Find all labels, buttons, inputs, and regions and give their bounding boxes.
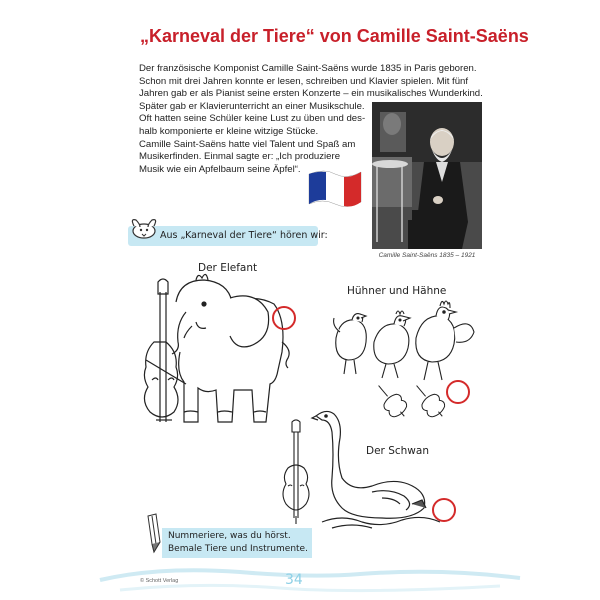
page-number: 34 (285, 572, 303, 588)
pencil-icon (142, 512, 164, 554)
chickens-label: Hühner und Hähne (347, 285, 447, 297)
intro-line: Der französische Komponist Camille Saint-Saëns wurde 1835 in Paris geboren. (139, 63, 477, 74)
photo-caption: Camille Saint-Saëns 1835 – 1921 (378, 252, 476, 259)
intro-line: Musik wie ein Apfelbaum seine Äpfel“. (139, 163, 301, 175)
copyright: © Schott Verlag (140, 578, 179, 584)
intro-line: halb komponierte er kleine witzige Stücke. (139, 125, 319, 137)
page-title: „Karneval der Tiere“ von Camille Saint-Saëns (140, 26, 529, 46)
elephant-answer-circle[interactable] (272, 306, 296, 330)
cello-illustration (278, 424, 314, 524)
intro-line: Oft hatten seine Schüler keine Lust zu üben und des- (139, 113, 366, 125)
intro-line: Musikerfinden. Einmal sagte er: „Ich produziere (139, 151, 341, 163)
french-flag-icon (307, 168, 363, 210)
chickens-answer-circle[interactable] (446, 380, 470, 404)
swan-answer-circle[interactable] (432, 498, 456, 522)
intro-line: Jahren gab er als Pianist seine ersten Konzerte – ein musikalisches Wunderkind. (139, 88, 483, 100)
swan-illustration (312, 408, 442, 530)
bird-icon (126, 214, 162, 244)
swan-label: Der Schwan (366, 445, 429, 457)
chickens-illustration (330, 298, 480, 388)
task-line-2: Bemale Tiere und Instrumente. (168, 544, 308, 554)
composer-photo (372, 102, 482, 249)
intro-line: Später gab er Klavierunterricht an einer Musikschule. (139, 100, 365, 112)
elephant-with-bass-illustration (136, 272, 296, 430)
listen-banner-text: Aus „Karneval der Tiere“ hören wir: (160, 230, 328, 241)
intro-line: Schon mit drei Jahren konnte er lesen, schreiben und Klavier spielen. Mit fünf (139, 75, 469, 87)
intro-line: Camille Saint-Saëns hatte viel Talent und Spaß am (139, 138, 356, 150)
task-line-1: Nummeriere, was du hörst. (168, 531, 291, 541)
task-text (168, 530, 308, 556)
elephant-label: Der Elefant (198, 262, 258, 274)
